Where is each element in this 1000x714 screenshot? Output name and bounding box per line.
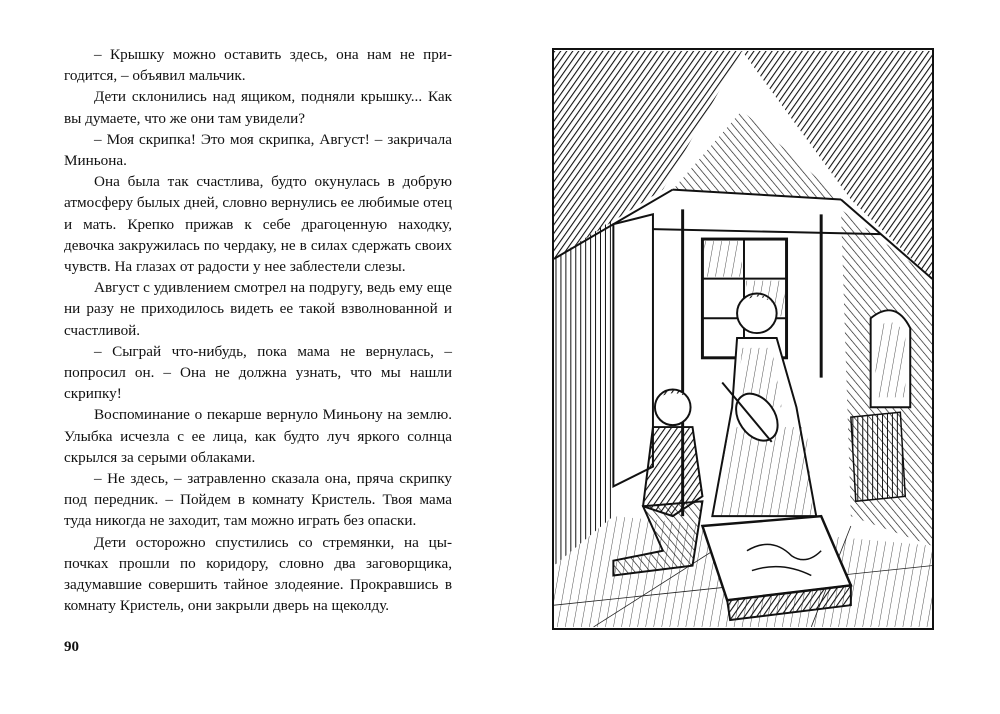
paragraph-8: – Не здесь, – затравленно сказала она, пряча скрипку под передник. – Пойдем в комнату Кристель. Твоя мама туда никогда не заходит, там можно играть без опаски. [64, 470, 452, 530]
left-wall [554, 219, 613, 565]
paragraph-1: – Крышку можно оставить здесь, она нам не пригодится, – объявил мальчик. [64, 46, 452, 85]
open-door [613, 214, 653, 486]
paragraph-9: Дети осторожно спустились со стремянки, на цыпочках прошли по коридору, словно два заговорщика, задумавшие совершить тайное злодеяние. Прокравшись в комнату Кристель, они закрыли дверь на щеколду. [64, 533, 452, 615]
girl-head [737, 293, 777, 333]
illustration-drawing [554, 50, 932, 628]
paragraph-6: – Сыграй что-нибудь, пока мама не вернулась, – попросил он. – Она не должна узнать, что мы нашли скрипку! [64, 342, 452, 403]
illustration-attic-scene [552, 48, 934, 630]
basket [851, 412, 905, 501]
paragraph-3: – Моя скрипка! Это моя скрипка, Август! – закричала Миньона. [64, 130, 452, 170]
page-number: 90 [64, 639, 79, 655]
left-page-text [64, 44, 452, 616]
paragraph-7: Воспоминание о пекарше вернуло Миньону на землю. Улыбка исчезла с ее лица, как будто луч яркого солнца скрылся за серыми облаками. [64, 406, 452, 466]
paragraph-2: Дети склонились над ящиком, подняли крышку... Как вы думаете, что же они там увидели? [64, 88, 452, 127]
paragraph-5: Август с удивлением смотрел на подругу, ведь ему еще ни разу не приходилось видеть ее такой взволнованной и счастливой. [64, 279, 452, 339]
paragraph-4: Она была так счастлива, будто окунулась в добрую атмосферу былых дней, словно вернулись ее любимые отец и мать. Крепко прижав к себе драгоценную находку, девочка закружилась по чердаку, не в силах сдержать своих чувств. На глазах от радости у нее заблестели слезы. [64, 173, 452, 276]
